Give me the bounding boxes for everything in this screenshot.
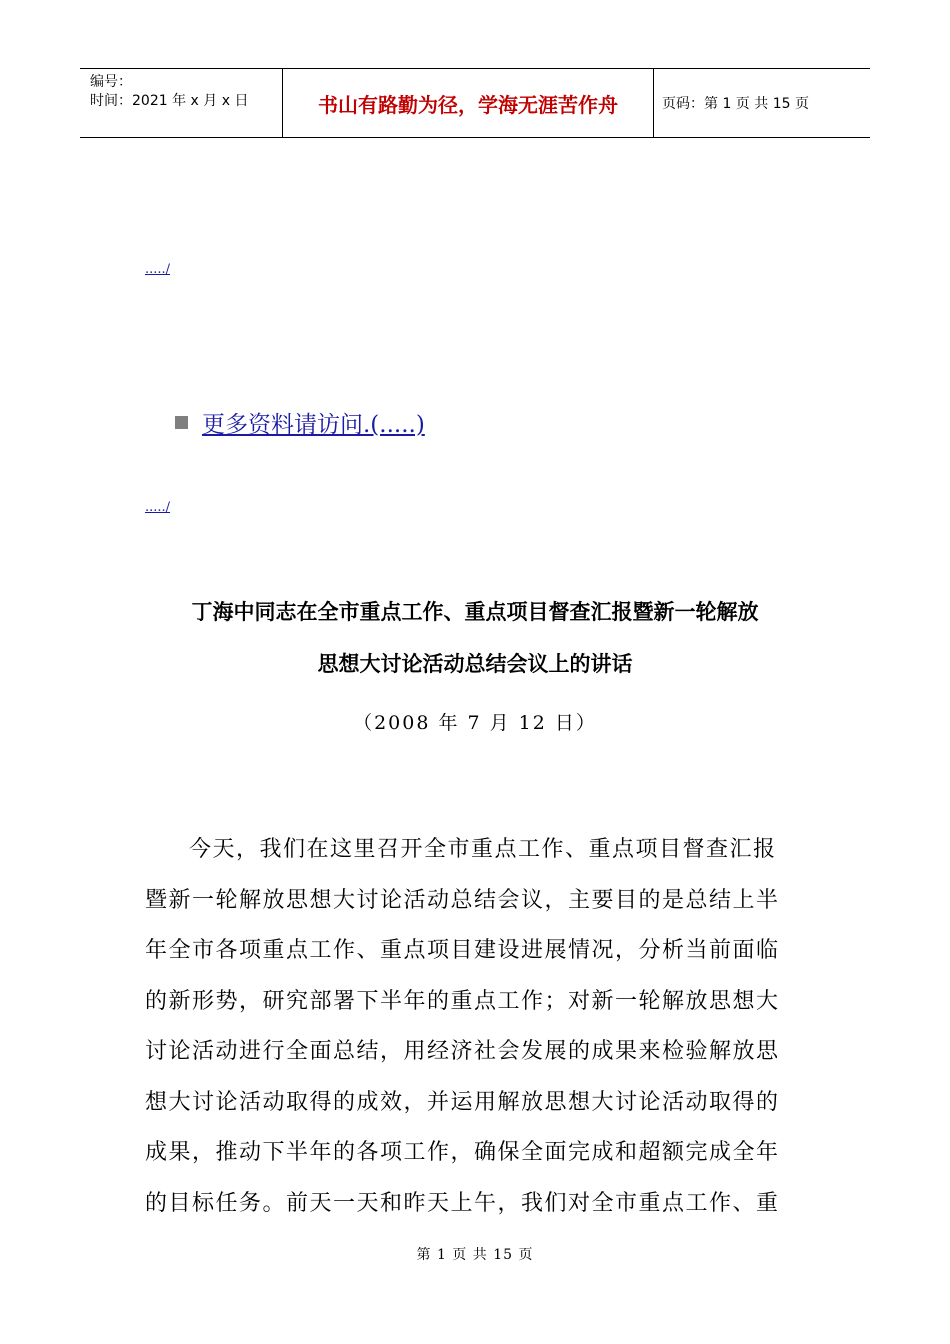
body-line: 年全市各项重点工作、重点项目建设进展情况，分析当前面临 [145, 938, 780, 963]
body-line: 的目标任务。前天一天和昨天上午，我们对全市重点工作、重 [145, 1190, 780, 1216]
document-date: （2008 年 7 月 12 日） [353, 712, 597, 734]
body-line: 今天，我们在这里召开全市重点工作、重点项目督查汇报 [189, 837, 777, 862]
square-bullet-icon [175, 416, 188, 429]
body-line: 的新形势，研究部署下半年的重点工作；对新一轮解放思想大 [145, 988, 780, 1014]
header-motto: 书山有路勤为径，学海无涯苦作舟 [282, 69, 654, 137]
body-line: 讨论活动进行全面总结，用经济社会发展的成果来检验解放思 [145, 1039, 780, 1064]
header-page-info: 页码：第 1 页 共 15 页 [662, 96, 809, 112]
more-resources-row [175, 406, 425, 439]
time-label: 时间：2021 年 x 月 x 日 [90, 93, 249, 109]
document-title-line-1: 丁海中同志在全市重点工作、重点项目督查汇报暨新一轮解放 [191, 600, 759, 624]
body-line: 想大讨论活动取得的成效，并运用解放思想大讨论活动取得的 [145, 1089, 780, 1115]
body-line: 成果，推动下半年的各项工作，确保全面完成和超额完成全年 [145, 1140, 780, 1165]
number-label: 编号： [90, 74, 132, 90]
bottom-small-link[interactable]: ...../ [145, 500, 171, 515]
more-resources-link[interactable]: 更多资料请访问.(.....) [202, 412, 425, 438]
top-small-link[interactable]: ...../ [145, 262, 171, 277]
page-header [80, 68, 870, 138]
header-meta [80, 69, 282, 137]
body-line: 暨新一轮解放思想大讨论活动总结会议，主要目的是总结上半 [145, 887, 780, 913]
document-title-line-2: 思想大讨论活动总结会议上的讲话 [317, 652, 633, 676]
page-footer: 第 1 页 共 15 页 [416, 1247, 534, 1263]
document-body [145, 825, 795, 1229]
